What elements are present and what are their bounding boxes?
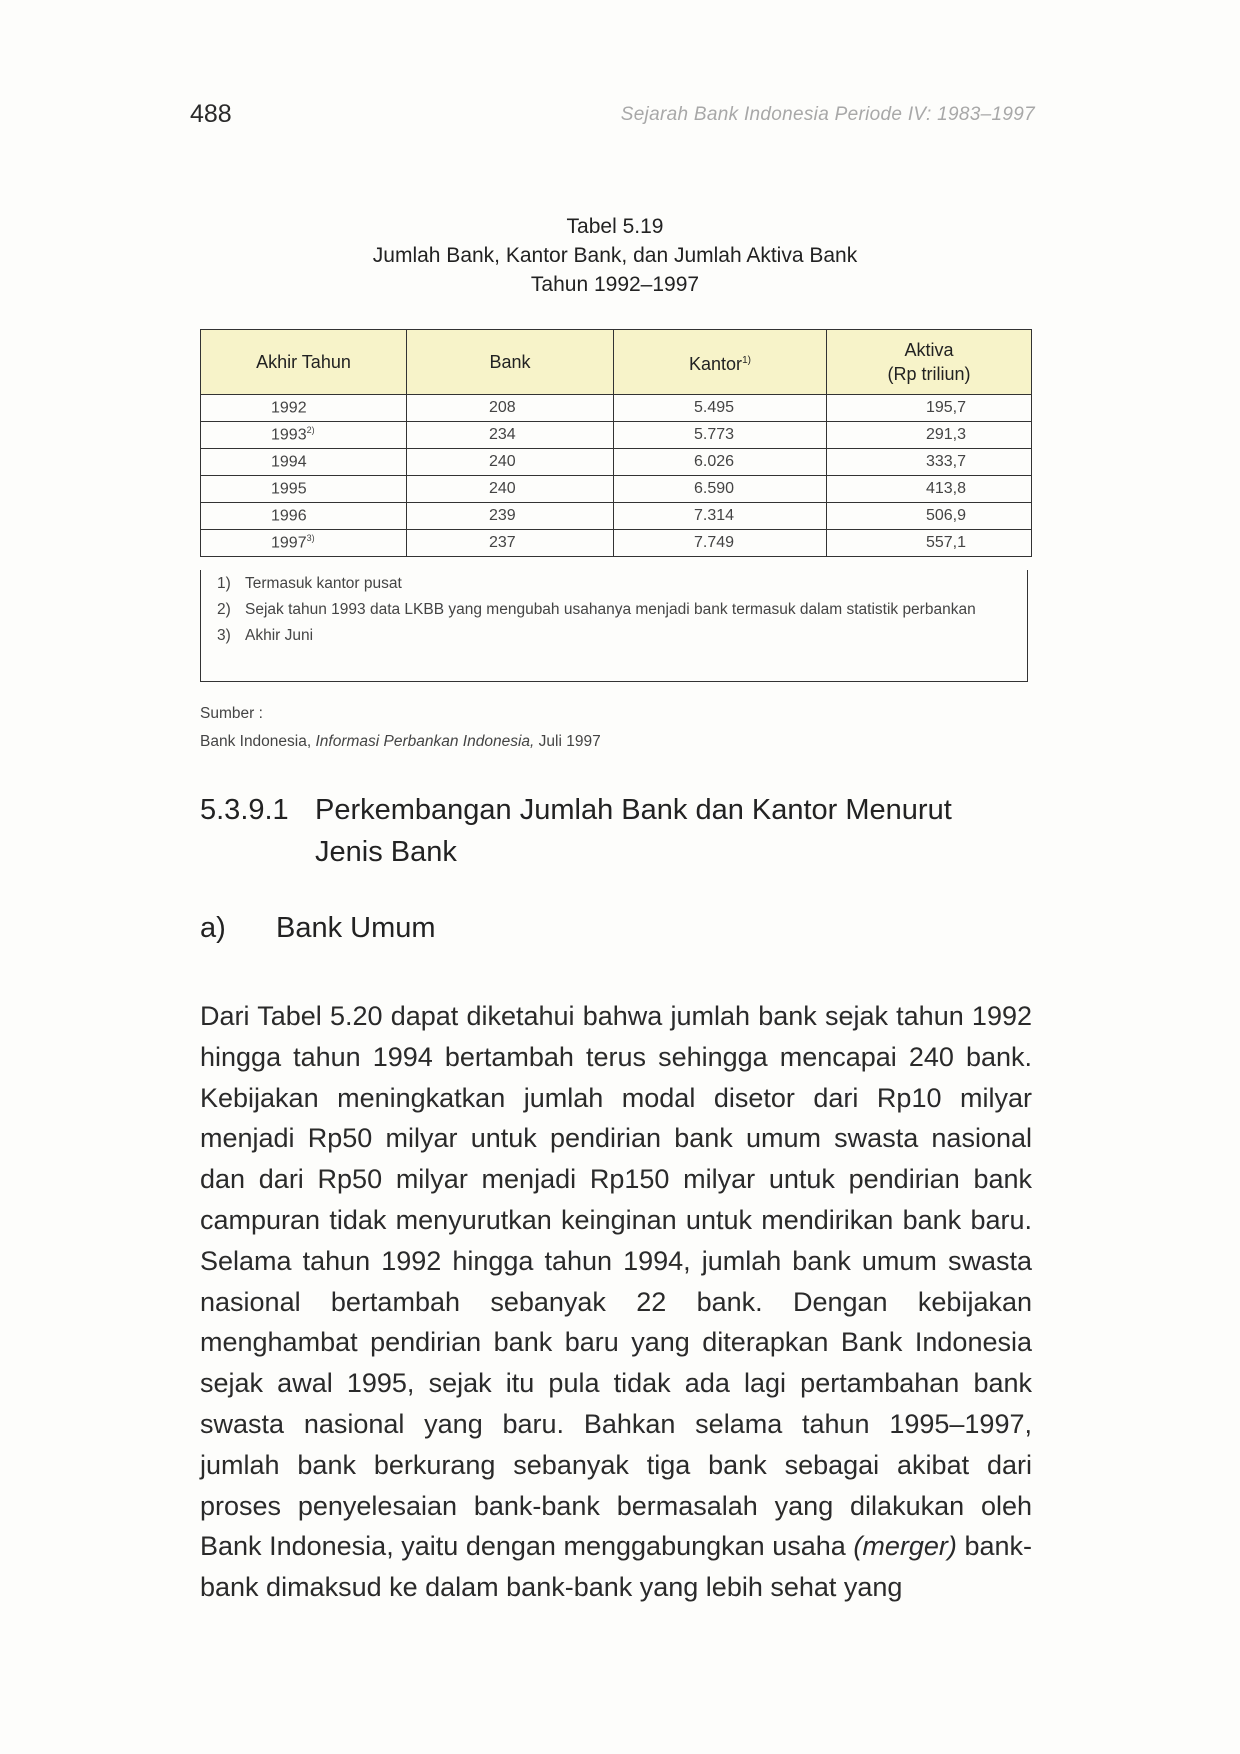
note-text: Akhir Juni [245, 627, 314, 644]
cell-kantor: 5.773 [614, 422, 827, 449]
column-header-year: Akhir Tahun [201, 330, 407, 395]
note-text: Termasuk kantor pusat [245, 575, 402, 592]
note-number: 1) [217, 575, 231, 592]
section-title-line2: Jenis Bank [315, 836, 457, 868]
table-note [201, 598, 1027, 622]
table-row [201, 530, 1032, 557]
cell-year: 1992 [201, 395, 407, 422]
body-paragraph: Dari Tabel 5.20 dapat diketahui bahwa jumlah bank sejak tahun 1992 hingga tahun 1994 bertambah terus sehingga mencapai 240 bank. Kebijakan meningkatkan jumlah modal disetor dari Rp10 milyar menjadi Rp50 milyar untuk pendirian bank umum swasta nasional dan dari Rp50 milyar menjadi Rp150 milyar untuk pendirian bank campuran tidak menyurutkan keinginan untuk mendirikan bank baru. Selama tahun 1992 hingga tahun 1994, jumlah bank umum swasta nasional bertambah sebanyak 22 bank. Dengan kebijakan menghambat pendirian bank baru yang diterapkan Bank Indonesia sejak awal 1995, sejak itu pula tidak ada lagi pertambahan bank swasta nasional yang baru. Bahkan selama tahun 1995–1997, jumlah bank berkurang sebanyak tiga bank sebagai akibat dari proses penyelesaian bank-bank bermasalah yang dilakukan oleh Bank Indonesia, yaitu dengan menggabungkan usaha (merger) bank-bank dimaksud ke dalam bank-bank yang lebih sehat yang [200, 1001, 1032, 1603]
table-row [201, 449, 1032, 476]
cell-aktiva: 557,1 [827, 530, 1032, 557]
cell-bank: 234 [407, 422, 614, 449]
table-label: Tabel 5.19 [566, 215, 664, 238]
note-number: 3) [217, 627, 231, 644]
cell-bank: 240 [407, 449, 614, 476]
source-label: Sumber : [200, 705, 263, 722]
cell-bank: 239 [407, 503, 614, 530]
cell-bank: 237 [407, 530, 614, 557]
italic-term: (merger) [853, 1531, 957, 1562]
table-header-row [201, 330, 1032, 395]
cell-aktiva: 291,3 [827, 422, 1032, 449]
source-citation: Bank Indonesia, Informasi Perbankan Indonesia, Juli 1997 [200, 733, 601, 750]
subsection-letter: a) [200, 912, 226, 944]
subsection-title: Bank Umum [276, 912, 436, 944]
cell-aktiva: 333,7 [827, 449, 1032, 476]
cell-kantor: 5.495 [614, 395, 827, 422]
running-header: Sejarah Bank Indonesia Periode IV: 1983–1997 [620, 104, 1035, 125]
cell-year: 1996 [201, 503, 407, 530]
table-note [201, 624, 1027, 648]
table-row [201, 422, 1032, 449]
cell-kantor: 6.590 [614, 476, 827, 503]
subsection-heading [200, 912, 436, 945]
cell-kantor: 7.749 [614, 530, 827, 557]
table-caption [200, 212, 1030, 299]
cell-year: 1997$^{3)}$ [201, 530, 407, 557]
page-number: 488 [190, 100, 232, 128]
table-row [201, 476, 1032, 503]
cell-aktiva: 413,8 [827, 476, 1032, 503]
note-text: Sejak tahun 1993 data LKBB yang mengubah usahanya menjadi bank termasuk dalam statistik perbankan [245, 601, 976, 618]
cell-bank: 240 [407, 476, 614, 503]
cell-aktiva: 506,9 [827, 503, 1032, 530]
section-number: 5.3.9.1 [200, 794, 289, 826]
cell-aktiva: 195,7 [827, 395, 1032, 422]
section-title-line1: Perkembangan Jumlah Bank dan Kantor Menurut [315, 794, 952, 826]
cell-year: 1995 [201, 476, 407, 503]
cell-bank: 208 [407, 395, 614, 422]
table-source [200, 700, 601, 756]
table-note [201, 572, 1027, 596]
table-notes [200, 570, 1028, 682]
column-header-bank: Bank [407, 330, 614, 395]
table-period: Tahun 1992–1997 [530, 273, 700, 296]
table-title: Jumlah Bank, Kantor Bank, dan Jumlah Aktiva Bank [372, 244, 858, 267]
column-header-kantor: Kantor$^{1)}$ [614, 330, 827, 395]
cell-year: 1994 [201, 449, 407, 476]
section-heading [200, 789, 1030, 873]
source-publication-title: Informasi Perbankan Indonesia, [315, 733, 535, 750]
column-header-aktiva: Aktiva (Rp triliun) [827, 330, 1032, 395]
cell-kantor: 7.314 [614, 503, 827, 530]
data-table [200, 329, 1032, 557]
table-row [201, 503, 1032, 530]
cell-year: 1993$^{2)}$ [201, 422, 407, 449]
table-row [201, 395, 1032, 422]
note-number: 2) [217, 601, 231, 618]
cell-kantor: 6.026 [614, 449, 827, 476]
